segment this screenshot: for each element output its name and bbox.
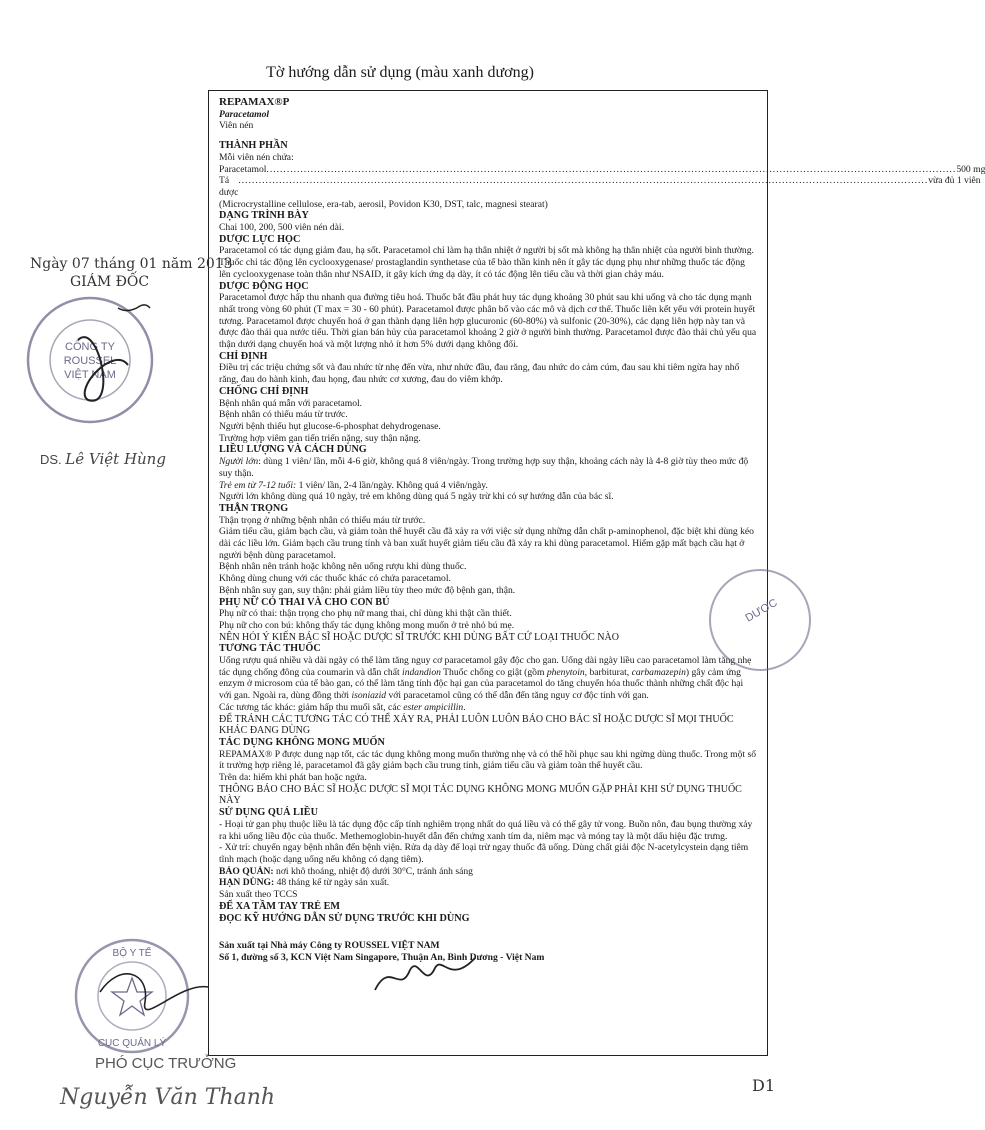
side-effects-heading: TÁC DỤNG KHÔNG MONG MUỐN [219,736,385,748]
pharmacokinetics-text: Paracetamol được hấp thu nhanh qua đường tiêu hoá. Thuốc bắt đầu phát huy tác dụng khoảng 30 phút sau khi uống và cho tác dụng mạnh nhất trong vòng 60 phút (T max = 30 - 60 phút). Paracetamol được phân bố vào các mô và dịch cơ thể. Thuốc liên kết yếu với protein huyết tương. Paracetamol được chuyển hoá ở gan thành dạng liên hợp glucuronic (60-80%) và sulfonic (20-30%), các dạng liên hợp này tan và được đào thải qua nước tiểu. Thời gian bán hủy của paracetamol khoảng 2 giờ ở người bình thường. Paracetamol được đào thải chủ yếu qua thận dưới dạng chuyển hoá và một lượng nhỏ ít hơn 5% dưới dạng không đổi. [219,292,757,351]
interactions-other-end: . [463,701,466,713]
breastfeeding-text: Phụ nữ cho con bú: không thấy tác dụng không mong muốn ở trẻ nhỏ bú mẹ. [219,619,515,631]
excipient-value: vừa đủ 1 viên [928,175,981,187]
ministry-stamp [60,932,210,1062]
stamp-text-vietnam: VIỆT NAM [64,369,116,381]
interactions-other [219,702,757,714]
drug-ester-ampicillin: ester ampicillin [403,701,464,713]
stamp-text-ministry: BỘ Y TẾ [112,948,152,959]
manufacturer-line-2: Số 1, đường số 3, KCN Việt Nam Singapore, Thuận An, Bình Dương - Việt Nam [219,951,545,963]
interactions-text-2: Thuốc chống co giật (gồm [440,666,547,678]
contraindication-item: Người bệnh thiếu hụt glucose-6-phosphat dehydrogenase. [219,420,441,432]
pharmacodynamics-text: Paracetamol có tác dụng giảm đau, hạ sốt. Paracetamol chỉ làm hạ thân nhiệt ở người bị sốt mà không hạ thân nhiệt của người bình thường. Thuốc chỉ tác động lên cyclooxygenase/ prostaglandin synthetase của tế bào thần kinh nên ít gây tác dụng phụ như những thuốc tác động lên cyclooxygenase toàn thân như NSAID, ít gây kích ứng dạ dày, ít có tác động lên tiểu cầu và thời gian chảy máu. [219,245,754,280]
side-effects-skin: Trên da: hiếm khi phát ban hoặc ngứa. [219,772,367,784]
product-form: Viên nén [219,120,254,132]
interactions-warning: ĐỂ TRÁNH CÁC TƯƠNG TÁC CÓ THỂ XẢY RA, PHẢI LUÔN LUÔN BÁO CHO BÁC SĨ HOẶC DƯỢC SĨ MỌI THUỐC KHÁC ĐANG DÙNG [219,713,734,737]
presentation-text: Chai 100, 200, 500 viên nén dài. [219,222,344,234]
leaflet-box [208,90,985,1056]
precaution-item: Bệnh nhân nên tránh hoặc không nên uống rượu khi dùng thuốc. [219,561,467,573]
stamp-text-roussel: ROUSSEL [63,355,117,367]
stamp-text-department: CỤC QUẢN LÝ [97,1038,167,1049]
storage-label: BẢO QUẢN: [219,865,274,877]
page-mark: D1 [752,1076,776,1095]
pharmacist-prefix: DS. [40,452,62,467]
approval-date: Ngày 07 tháng 01 năm 2013 [30,256,233,272]
drug-isoniazid: isoniazid [351,690,387,702]
manufacturer-line-1: Sản xuất tại Nhà máy Công ty ROUSSEL VIỆT NAM [219,940,440,952]
warning-read: ĐỌC KỸ HƯỚNG DẪN SỬ DỤNG TRƯỚC KHI DÙNG [219,912,470,924]
deputy-director-title: PHÓ CỤC TRƯỞNG [95,1055,237,1072]
side-effects-text: REPAMAX® P được dung nạp tốt, các tác dụng không mong muốn thường nhẹ và có thể hồi phục sau khi ngừng dùng thuốc. Trong một số ít trường hợp riêng lẻ, paracetamol đã gây giảm bạch cầu trung tính, giảm tiểu cầu và giảm toàn thể huyết cầu. [219,748,757,772]
deputy-director-name: Nguyễn Văn Thanh [60,1085,276,1110]
pregnancy-heading: PHỤ NỮ CÓ THAI VÀ CHO CON BÚ [219,596,390,608]
pregnancy-text: Phụ nữ có thai: thận trọng cho phụ nữ mang thai, chỉ dùng khi thật cần thiết. [219,608,512,620]
document-title: Tờ hướng dẫn sử dụng (màu xanh dương) [266,64,534,81]
stamp-text-company: CÔNG TY [65,341,115,353]
dosage-adult-label: Người lớn [219,456,259,468]
precaution-item: Bệnh nhân suy gan, suy thận: phải giảm liều tùy theo mức độ bệnh gan, thận. [219,584,516,596]
composition-row-paracetamol: Paracetamol ........................................................................................................................................................................................................... 500 mg [219,163,985,175]
overdose-heading: SỬ DỤNG QUÁ LIỀU [219,807,318,819]
precaution-item: Không dùng chung với các thuốc khác có chứa paracetamol. [219,573,451,585]
dosage-adult-text: : dùng 1 viên/ lần, mỗi 4-6 giờ, không quá 8 viên/ngày. Trong trường hợp suy thận, khoảng cách này là 4-8 giờ tùy theo mức độ suy thận. [219,456,749,479]
dosage-heading: LIỀU LƯỢNG VÀ CÁCH DÙNG [219,444,367,456]
pharmacokinetics-heading: DƯỢC ĐỘNG HỌC [219,280,309,292]
company-stamp [18,290,168,430]
product-name: REPAMAX®P [219,96,290,108]
interactions-text-4: ) gây cảm ứng enzym ở microsom của tế bào gan, có thể làm tăng tính độc hại gan của paracetamol do tăng chuyển hóa thuốc thành những chất độc hại với gan. Ngoài ra, dùng đồng thời [219,666,744,702]
interactions-text-1: Uống rượu quá nhiều và dài ngày có thể làm tăng nguy cơ paracetamol gây độc cho gan. Uống dài ngày liều cao paracetamol làm tăng nhẹ tác dụng chống đông của coumarin và dẫn chất [219,655,752,678]
composition-heading: THÀNH PHẦN [219,140,288,152]
indications-text: Điều trị các triệu chứng sốt và đau nhức từ nhẹ đến vừa, như nhức đầu, đau răng, đau nhức do cảm cúm, đau sau khi tiêm ngừa hay nhổ răng, đau do hành kinh, đau họng, đau nhức cơ xương, đau do viêm khớp. [219,362,740,386]
excipient-label: Tá dược [219,175,239,198]
interactions-text-5: với paracetamol cũng có thể dẫn đến tăng nguy cơ độc tính với gan. [386,690,649,702]
dosage-limit: Người lớn không dùng quá 10 ngày, trẻ em không dùng quá 5 ngày trừ khi có sự hướng dẫn của bác sĩ. [219,491,614,503]
overdose-item-1: - Hoại tử gan phụ thuộc liều là tác dụng độc cấp tính nghiêm trọng nhất do quá liều và có thể gây tử vong. Buồn nôn, đau bụng thường xảy ra khi uống liều độc của thuốc. Methemoglobin-huyết dẫn đến chứng xanh tím da, niêm mạc và móng tay là một dấu hiệu đặc trưng. [219,818,753,842]
excipient-list: (Microcrystalline cellulose, era-tab, aerosil, Povidon K30, DST, talc, magnesi stearat) [219,198,548,210]
drug-indandion: indandion [402,666,441,678]
expiry-line [219,877,757,889]
precautions-heading: THẬN TRỌNG [219,502,289,514]
manufacturer-signature [370,950,480,1000]
manufacturing-standard: Sản xuất theo TCCS [219,889,298,901]
interactions-heading: TƯƠNG TÁC THUỐC [219,643,321,655]
expiry-label: HẠN DÙNG: [219,877,275,889]
dosage-adult [219,456,757,479]
interactions-text-3: , barbiturat, [584,666,632,678]
interactions-text [219,655,757,702]
paracetamol-label: Paracetamol [219,163,267,175]
storage-line [219,866,757,878]
composition-intro: Mỗi viên nén chứa: [219,151,294,163]
corner-stamp [690,560,800,680]
precaution-item: Giảm tiểu cầu, giảm bạch cầu, và giảm toàn thể huyết cầu đã xảy ra với việc sử dụng những dẫn chất p-aminophenol, đặc biệt khi dùng kéo dài các liều lớn. Giảm bạch cầu trung tính và ban xuất huyết giảm tiểu cầu đã xảy ra khi dùng paracetamol. Hiếm gặp mất bạch cầu hạt ở người bệnh dùng paracetamol. [219,526,754,561]
composition-row-excipient: Tá dược ........................................................................................................................................................................................................... vừa đủ 1 viên [219,175,981,198]
drug-carbamazepin: carbamazepin [631,666,686,678]
pharmacist-signature-block [40,450,166,468]
overdose-item-2: - Xử trí: chuyển ngay bệnh nhân đến bệnh viện. Rửa dạ dày để loại trừ ngay thuốc đã uống. Dùng chất giải độc N-acetylcystein dạng tiêm tĩnh mạch (hoặc dạng uống nếu không có dạng tiêm). [219,842,749,865]
director-title: GIÁM ĐỐC [70,274,150,290]
dosage-child-label: Trẻ em từ 7-12 tuổi: [219,479,297,491]
precaution-item: Thận trọng ở những bệnh nhân có thiếu máu từ trước. [219,514,426,526]
pharmacist-name: Lê Việt Hùng [65,450,166,468]
product-generic: Paracetamol [219,108,270,120]
storage-text: nơi khô thoáng, nhiệt độ dưới 30°C, tránh ánh sáng [273,865,473,877]
side-effects-notice: THÔNG BÁO CHO BÁC SĨ HOẶC DƯỢC SĨ MỌI TÁC DỤNG KHÔNG MONG MUỐN GẶP PHẢI KHI SỬ DỤNG THUỐC NÀY [219,783,742,807]
expiry-text: 48 tháng kể từ ngày sản xuất. [274,877,390,889]
contraindications-heading: CHỐNG CHỈ ĐỊNH [219,385,309,397]
dosage-child-text: 1 viên/ lần, 2-4 lần/ngày. Không quá 4 viên/ngày. [296,479,488,491]
indications-heading: CHỈ ĐỊNH [219,350,268,362]
paracetamol-value: 500 mg [956,163,985,175]
pregnancy-advice: NÊN HỎI Ý KIẾN BÁC SĨ HOẶC DƯỢC SĨ TRƯỚC KHI DÙNG BẤT CỨ LOẠI THUỐC NÀO [219,631,619,643]
contraindication-item: Bệnh nhân có thiếu máu từ trước. [219,409,348,421]
presentation-heading: DẠNG TRÌNH BÀY [219,210,309,222]
corner-stamp-text: DƯỢC [743,596,780,625]
contraindication-item: Bệnh nhân quá mẫn với paracetamol. [219,397,363,409]
drug-phenytoin: phenytoin [546,666,585,678]
interactions-other-text: Các tương tác khác: giảm hấp thu muối sắt, các [219,701,404,713]
warning-children: ĐỂ XA TẦM TAY TRẺ EM [219,900,341,912]
pharmacodynamics-heading: DƯỢC LỰC HỌC [219,233,301,245]
dosage-child [219,480,757,492]
contraindication-item: Trường hợp viêm gan tiến triển nặng, suy thận nặng. [219,432,421,444]
